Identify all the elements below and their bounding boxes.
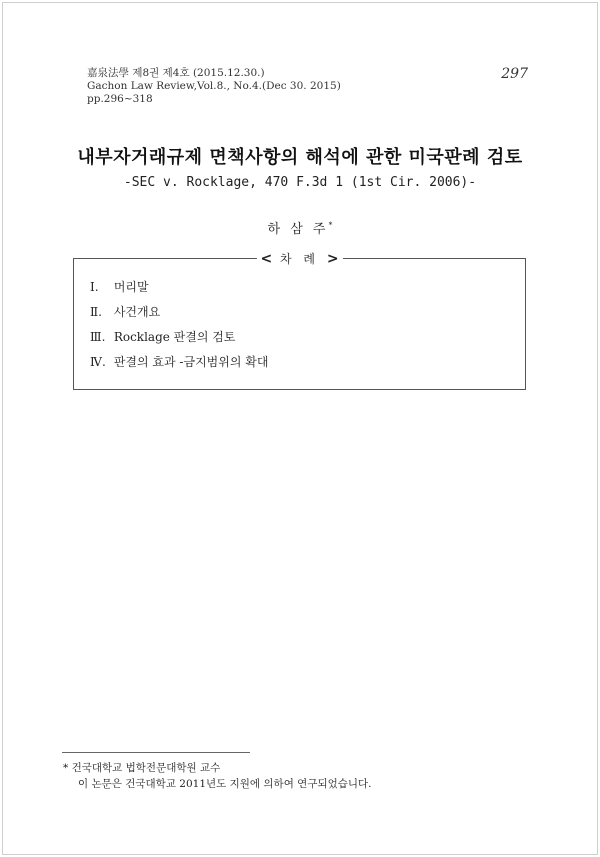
journal-info	[87, 67, 341, 106]
footnote-divider	[62, 752, 250, 753]
toc-item-label: Rocklage 판결의 검토	[113, 330, 236, 344]
toc-item	[90, 350, 268, 375]
toc-item-label: 사건개요	[113, 305, 161, 319]
toc-heading-open-bracket: <	[260, 251, 273, 267]
toc-heading	[256, 250, 342, 267]
toc-item	[90, 300, 268, 325]
journal-pages: pp.296~318	[87, 93, 153, 105]
footnote-funding-note: 이 논문은 건국대학교 2011년도 지원에 의하여 연구되었습니다.	[78, 778, 372, 790]
page-border	[2, 2, 598, 855]
journal-name-english: Gachon Law Review,Vol.8., No.4.(Dec 30. 2015)	[87, 80, 341, 92]
toc-item	[90, 275, 268, 300]
page-number: 297	[501, 66, 528, 82]
toc-item-number: Ⅰ.	[90, 280, 99, 294]
table-of-contents	[73, 251, 526, 390]
toc-item-number: Ⅳ.	[90, 355, 106, 369]
author-name: 하 삼 주	[267, 222, 329, 237]
author-footnote-mark: *	[328, 220, 333, 230]
toc-item-label: 판결의 효과 -금지범위의 확대	[113, 355, 269, 369]
paper-subtitle: -SEC v. Rocklage, 470 F.3d 1 (1st Cir. 2006)-	[123, 175, 477, 190]
toc-item-number: Ⅱ.	[90, 305, 102, 319]
author	[0, 218, 600, 237]
toc-heading-label: 차 례	[280, 252, 319, 266]
toc-list	[90, 275, 268, 375]
paper-title: 내부자거래규제 면책사항의 해석에 관한 미국판례 검토	[77, 147, 523, 168]
journal-name-korean: 嘉泉法學 제8권 제4호 (2015.12.30.)	[87, 67, 265, 79]
footnote	[63, 760, 372, 792]
toc-heading-close-bracket: >	[326, 251, 339, 267]
toc-item-label: 머리말	[113, 280, 149, 294]
toc-item	[90, 325, 268, 350]
footnote-author-affiliation: * 건국대학교 법학전문대학원 교수	[63, 762, 221, 774]
toc-item-number: Ⅲ.	[90, 330, 106, 344]
